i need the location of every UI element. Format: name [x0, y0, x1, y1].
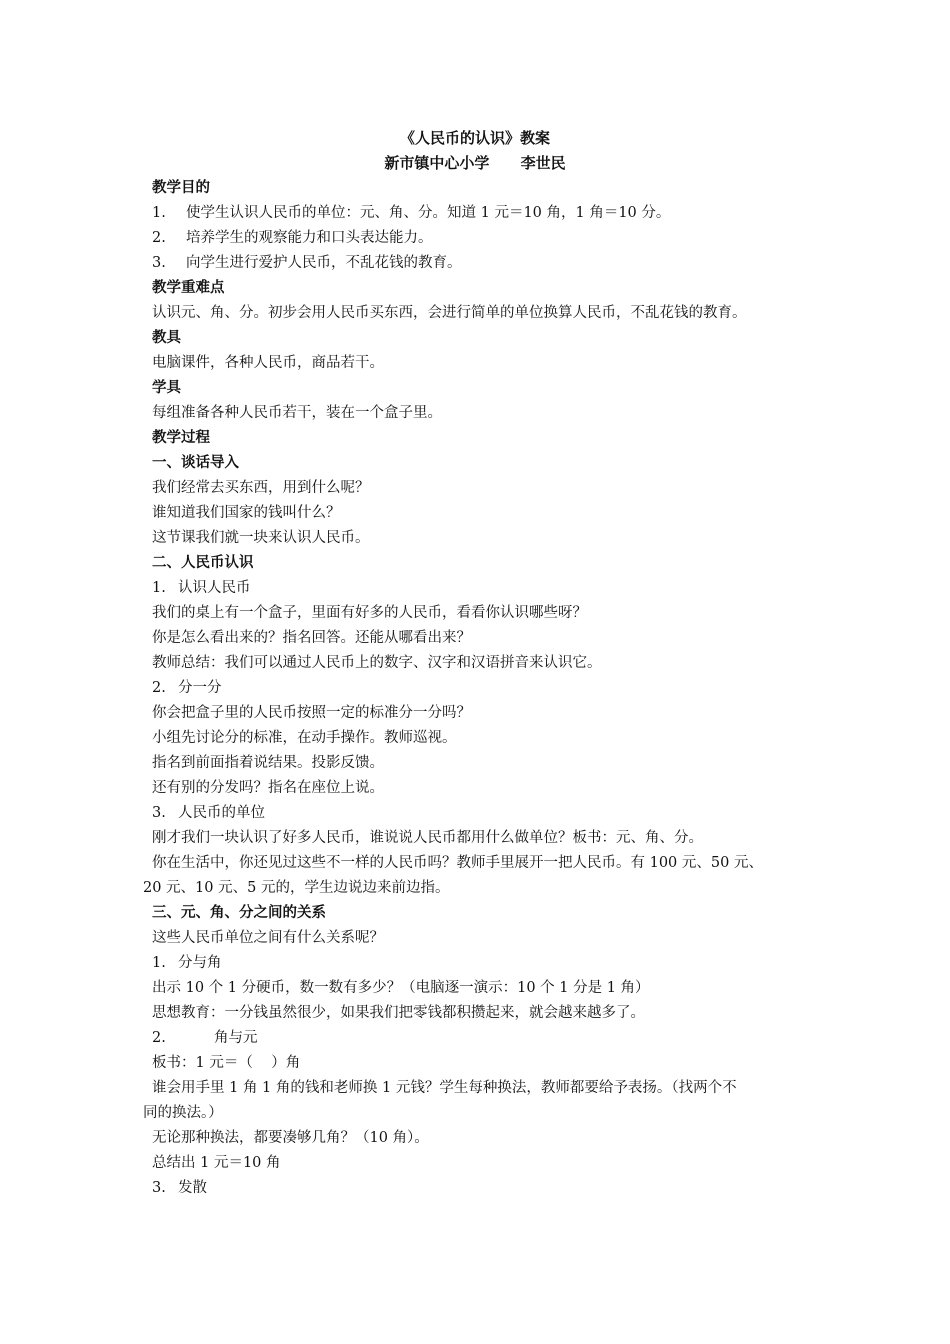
- goal-text: 培养学生的观察能力和口头表达能力。: [186, 230, 433, 246]
- student-aids-text: 每组准备各种人民币若干，装在一个盒子里。: [152, 405, 442, 421]
- goal-item: [152, 203, 670, 223]
- part3-line: 这些人民币单位之间有什么关系呢？: [152, 930, 384, 946]
- part2-line: 你是怎么看出来的？指名回答。还能从哪看出来？: [152, 630, 471, 646]
- part3-sub3-title: 3. 发散: [152, 1180, 207, 1196]
- sub-number: 1.: [152, 580, 166, 596]
- part3-line: 无论那种换法，都要凑够几角？（10 角）。: [152, 1130, 429, 1146]
- part2-line: 还有别的分发吗？指名在座位上说。: [152, 780, 384, 796]
- sub-number: 3.: [152, 1180, 166, 1196]
- sub-number: 2.: [152, 680, 166, 696]
- part3-sub1-title: 1. 分与角: [152, 955, 222, 971]
- goals-heading: 教学目的: [152, 180, 210, 196]
- goal-text: 向学生进行爱护人民币，不乱花钱的教育。: [186, 255, 462, 271]
- goal-number: 3.: [152, 255, 166, 271]
- sub-number: 3.: [152, 805, 166, 821]
- part1-heading: 一、谈话导入: [152, 455, 239, 471]
- key-points-text: 认识元、角、分。初步会用人民币买东西，会进行简单的单位换算人民币，不乱花钱的教育。: [152, 305, 747, 321]
- teaching-aids-heading: 教具: [152, 330, 181, 346]
- part2-line: 小组先讨论分的标准，在动手操作。教师巡视。: [152, 730, 457, 746]
- part2-sub2-title: 2. 分一分: [152, 680, 222, 696]
- goal-text: 使学生认识人民币的单位：元、角、分。知道 1 元＝10 角，1 角＝10 分。: [186, 205, 671, 221]
- part3-line: 谁会用手里 1 角 1 角的钱和老师换 1 元钱？学生每种换法，教师都要给予表扬。（找两个不: [152, 1080, 737, 1096]
- part1-line: 我们经常去买东西，用到什么呢？: [152, 480, 370, 496]
- sub-number: 1.: [152, 955, 166, 971]
- key-points-heading: 教学重难点: [152, 280, 225, 296]
- goal-item: [152, 253, 462, 273]
- student-aids-heading: 学具: [152, 380, 181, 396]
- goal-number: 2.: [152, 230, 166, 246]
- part3-line: 同的换法。）: [143, 1105, 223, 1121]
- part2-line: 教师总结：我们可以通过人民币上的数字、汉字和汉语拼音来认识它。: [152, 655, 602, 671]
- part3-line: 总结出 1 元＝10 角: [152, 1155, 281, 1171]
- part1-line: 谁知道我们国家的钱叫什么？: [152, 505, 341, 521]
- part2-sub3-title: 3. 人民币的单位: [152, 805, 265, 821]
- part3-line: 板书：1 元＝（ ）角: [152, 1055, 301, 1071]
- part3-line: 出示 10 个 1 分硬币，数一数有多少？（电脑逐一演示：10 个 1 分是 1 角）: [152, 980, 650, 996]
- part2-sub1-title: 1. 认识人民币: [152, 580, 251, 596]
- part2-line: 你会把盒子里的人民币按照一定的标准分一分吗？: [152, 705, 471, 721]
- part2-line: 你在生活中，你还见过这些不一样的人民币吗？教师手里展开一把人民币。有 100 元、50 元、: [152, 855, 763, 871]
- goal-item: [152, 228, 433, 248]
- author-line: 新市镇中心小学 李世民: [384, 154, 566, 172]
- document-title: 《人民币的认识》教案: [399, 129, 550, 147]
- part2-heading: 二、人民币认识: [152, 555, 254, 571]
- part2-line: 20 元、10 元、5 元的，学生边说边来前边指。: [143, 880, 450, 896]
- process-heading: 教学过程: [152, 430, 210, 446]
- part3-line: 思想教育：一分钱虽然很少，如果我们把零钱都积攒起来，就会越来越多了。: [152, 1005, 645, 1021]
- part2-line: 刚才我们一块认识了好多人民币，谁说说人民币都用什么做单位？板书：元、角、分。: [152, 830, 703, 846]
- part2-line: 指名到前面指着说结果。投影反馈。: [152, 755, 384, 771]
- part3-sub2-title: 2. 角与元: [152, 1030, 258, 1046]
- goal-number: 1.: [152, 205, 166, 221]
- part1-line: 这节课我们就一块来认识人民币。: [152, 530, 370, 546]
- part2-line: 我们的桌上有一个盒子，里面有好多的人民币，看看你认识哪些呀？: [152, 605, 587, 621]
- sub-number: 2.: [152, 1030, 166, 1046]
- teaching-aids-text: 电脑课件，各种人民币，商品若干。: [152, 355, 384, 371]
- part3-heading: 三、元、角、分之间的关系: [152, 905, 326, 921]
